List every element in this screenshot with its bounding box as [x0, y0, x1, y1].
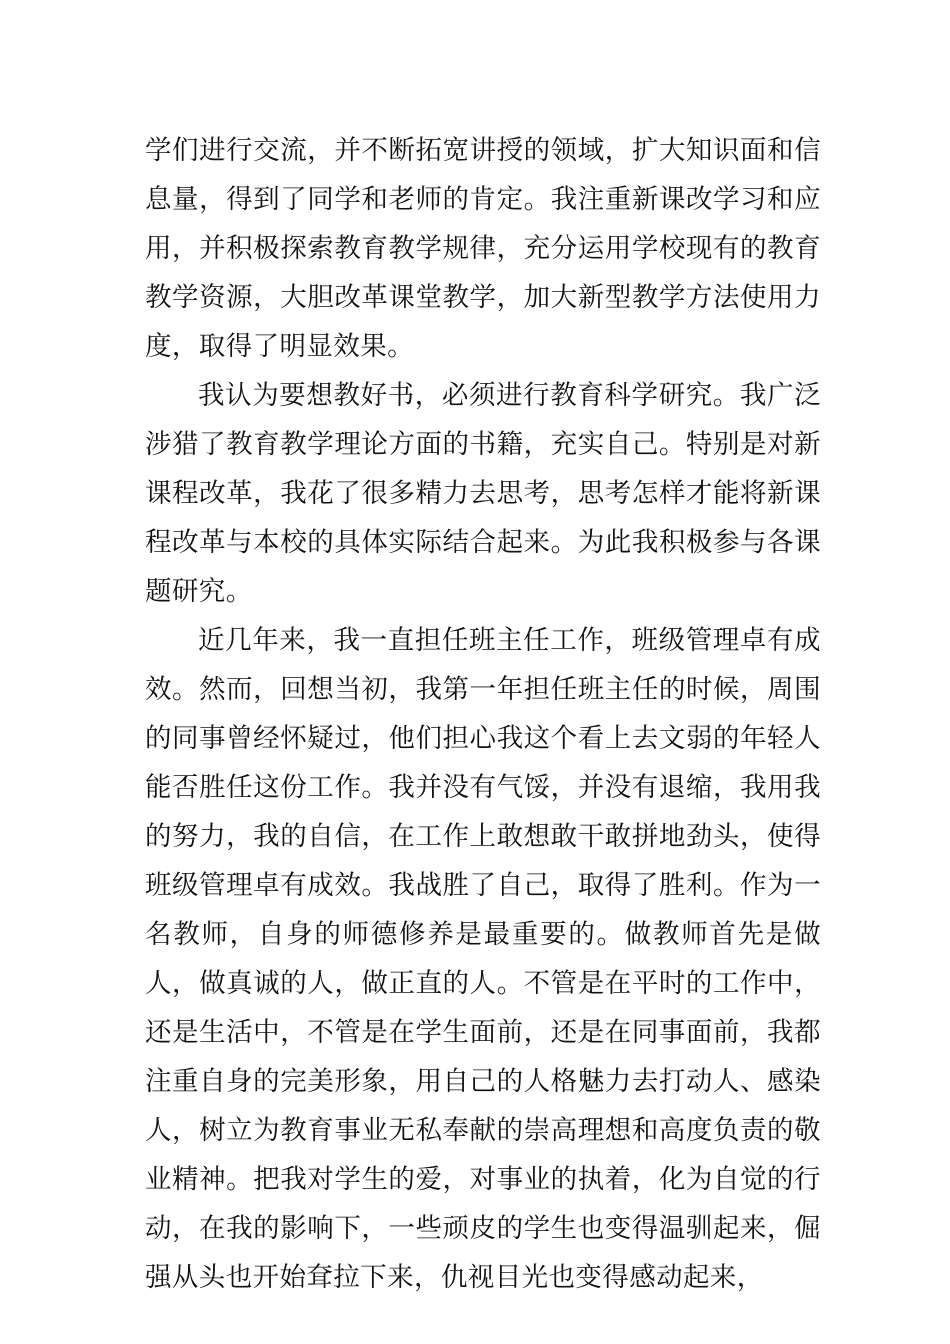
paragraph-continuation: 学们进行交流，并不断拓宽讲授的领域，扩大知识面和信息量，得到了同学和老师的肯定。我注重新课改学习和应用，并积极探索教育教学规律，充分运用学校现有的教育教学资源，大胆改革课堂教学，加大新型教学方法使用力度，取得了明显效果。	[145, 135, 821, 362]
paragraph-research: 我认为要想教好书，必须进行教育科学研究。我广泛涉猎了教育教学理论方面的书籍，充实自己。特别是对新课程改革，我花了很多精力去思考，思考怎样才能将新课程改革与本校的具体实际结合起来。为此我积极参与各课题研究。	[145, 380, 821, 607]
body-text	[145, 126, 821, 1302]
paragraph-class-management: 近几年来，我一直担任班主任工作，班级管理卓有成效。然而，回想当初，我第一年担任班主任的时候，周围的同事曾经怀疑过，他们担心我这个看上去文弱的年轻人能否胜任这份工作。我并没有气馁，并没有退缩，我用我的努力，我的自信，在工作上敢想敢干敢拼地劲头，使得班级管理卓有成效。我战胜了自己，取得了胜利。作为一名教师，自身的师德修养是最重要的。做教师首先是做人，做真诚的人，做正直的人。不管是在平时的工作中，还是生活中，不管是在学生面前，还是在同事面前，我都注重自身的完美形象，用自己的人格魅力去打动人、感染人，树立为教育事业无私奉献的崇高理想和高度负责的敬业精神。把我对学生的爱，对事业的执着，化为自觉的行动，在我的影响下，一些顽皮的学生也变得温驯起来，倔强从头也开始耷拉下来，仇视目光也变得感动起来，	[145, 625, 821, 1293]
